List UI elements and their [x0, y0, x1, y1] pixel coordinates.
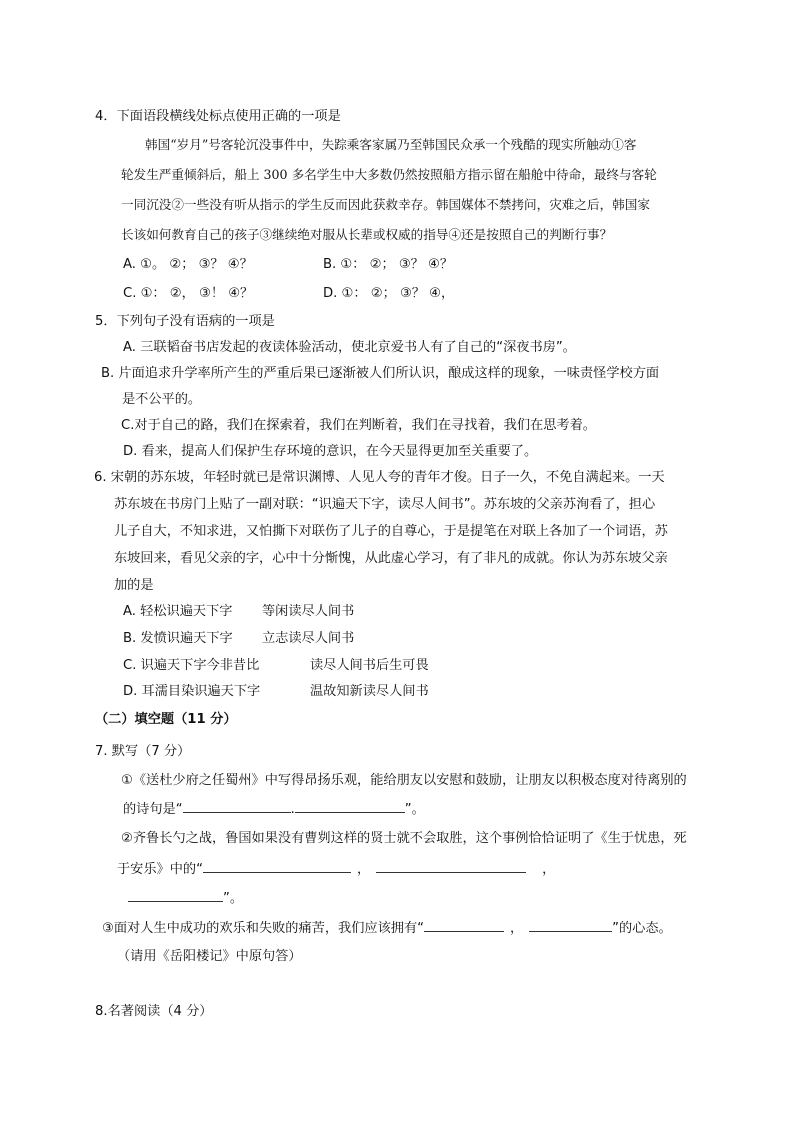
q7-part1-blank-1[interactable] [183, 800, 291, 813]
q8-title: 8.名著阅读（4 分） [95, 1004, 213, 1019]
q7-part3-prefix: ③面对人生中成功的欢乐和失败的痛苦，我们应该拥有“ [102, 921, 424, 936]
q7-part1-separator: . [290, 802, 295, 817]
q4-passage-line-1: 韩国“岁月”号客轮沉没事件中，失踪乘客家属乃至韩国民众承一个残酷的现实所触动①客 [145, 137, 637, 152]
q6-option-d-left: D. 耳濡目染识遍天下字 [123, 684, 261, 699]
q6-option-a-left: A. 轻松识遍天下字 [123, 604, 233, 619]
q7-part2-comma-2: ， [542, 862, 556, 877]
q4-option-d: D. ①： ②； ③？ ④， [323, 286, 455, 301]
q7-part2-line-3 [128, 889, 243, 908]
q7-title: 7. 默写（7 分） [95, 744, 191, 759]
q6-option-a-right: 等闲读尽人间书 [262, 604, 355, 619]
q7-part1-blank-2[interactable] [295, 800, 405, 813]
q7-part3-blank-2[interactable] [529, 919, 612, 932]
q7-part1-suffix: ”。 [404, 802, 425, 817]
q7-part1-line-2 [123, 800, 425, 819]
section-heading-fill-in: （二）填空题（11 分） [95, 712, 237, 727]
q7-part2-line-1: ②齐鲁长勺之战，鲁国如果没有曹刿这样的贤士就不会取胜，这个事例恰恰证明了《生于忧患，死 [121, 831, 687, 846]
q7-part2-line-2 [117, 860, 555, 879]
q4-passage-line-3: 一同沉没②一些没有听从指示的学生反而因此获救幸存。韩国媒体不禁拷问，灾难之后，韩国家 [121, 197, 650, 212]
q7-part3-note: （请用《岳阳楼记》中原句答） [117, 949, 302, 964]
q5-option-b-line-1: B. 片面追求升学率所产生的严重后果已逐渐被人们所认识，酿成这样的现象，一味责怪学校方面 [101, 366, 660, 381]
q7-part2-suffix: ”。 [223, 891, 244, 906]
q6-line-4: 东坡回来，看见父亲的字，心中十分惭愧，从此虚心学习，有了非凡的成就。你认为苏东坡父亲 [114, 551, 668, 566]
q6-option-c-right: 读尽人间书后生可畏 [310, 658, 429, 673]
q6-line-5: 加的是 [114, 578, 154, 593]
q6-line-1: 6. 宋朝的苏东坡，年轻时就已是常识渊博、人见人夸的青年才俊。日子一久，不免自满起来。一天 [94, 470, 665, 485]
q7-part3-line-1 [102, 919, 672, 938]
q5-option-b-line-2: 是不公平的。 [122, 392, 202, 407]
q5-option-a: A. 三联韬奋书店发起的夜读体验活动，使北京爱书人有了自己的“深夜书房”。 [123, 340, 576, 355]
q5-option-c: C.对于自己的路，我们在探索着，我们在判断着，我们在寻找着，我们在思考着。 [121, 418, 596, 433]
q6-line-3: 儿子自大，不知求进，又怕撕下对联伤了儿子的自尊心，于是提笔在对联上各加了一个词语，苏 [114, 524, 668, 539]
q7-part2-blank-3[interactable] [128, 889, 223, 902]
q7-part2-blank-2[interactable] [376, 860, 526, 873]
q6-option-b-left: B. 发愤识遍天下字 [123, 631, 233, 646]
q7-part2-blank-1[interactable] [203, 860, 351, 873]
q7-part2-comma-1: ， [356, 862, 371, 877]
q4-option-c: C. ①： ②， ③！ ④？ [123, 286, 254, 301]
q7-part3-blank-1[interactable] [424, 919, 504, 932]
q7-part1-line-1: ①《送杜少府之任蜀州》中写得昂扬乐观，能给朋友以安慰和鼓励，让朋友以积极态度对待离别的 [121, 773, 687, 788]
q4-option-b: B. ①： ②； ③？ ④？ [323, 257, 454, 272]
q6-option-c-left: C. 识遍天下字今非昔比 [123, 658, 260, 673]
q4-passage-line-4: 长该如何教育自己的孩子③继续绝对服从长辈或权威的指导④还是按照自己的判断行事？ [121, 227, 613, 242]
q4-stem: 4．下面语段横线处标点使用正确的一项是 [95, 109, 341, 124]
q7-part3-comma: ， [509, 921, 524, 936]
q6-option-d-right: 温故知新读尽人间书 [310, 684, 429, 699]
q4-passage-line-2: 轮发生严重倾斜后，船上 300 多名学生中大多数仍然按照船方指示留在船舱中待命，最终与客轮 [121, 167, 657, 182]
q7-part1-prefix: 的诗句是“ [123, 802, 183, 817]
q5-option-d: D. 看来，提高人们保护生存环境的意识，在今天显得更加至关重要了。 [123, 444, 538, 459]
q4-option-a: A. ①。 ②； ③？ ④？ [123, 257, 253, 272]
q7-part2-prefix: 于安乐》中的“ [117, 862, 203, 877]
q5-stem: 5．下列句子没有语病的一项是 [95, 314, 275, 329]
q6-option-b-right: 立志读尽人间书 [262, 631, 355, 646]
q7-part3-suffix: ”的心态。 [612, 921, 672, 936]
q6-line-2: 苏东坡在书房门上贴了一副对联：“识遍天下字，读尽人间书”。苏东坡的父亲苏洵看了，担心 [114, 497, 656, 512]
